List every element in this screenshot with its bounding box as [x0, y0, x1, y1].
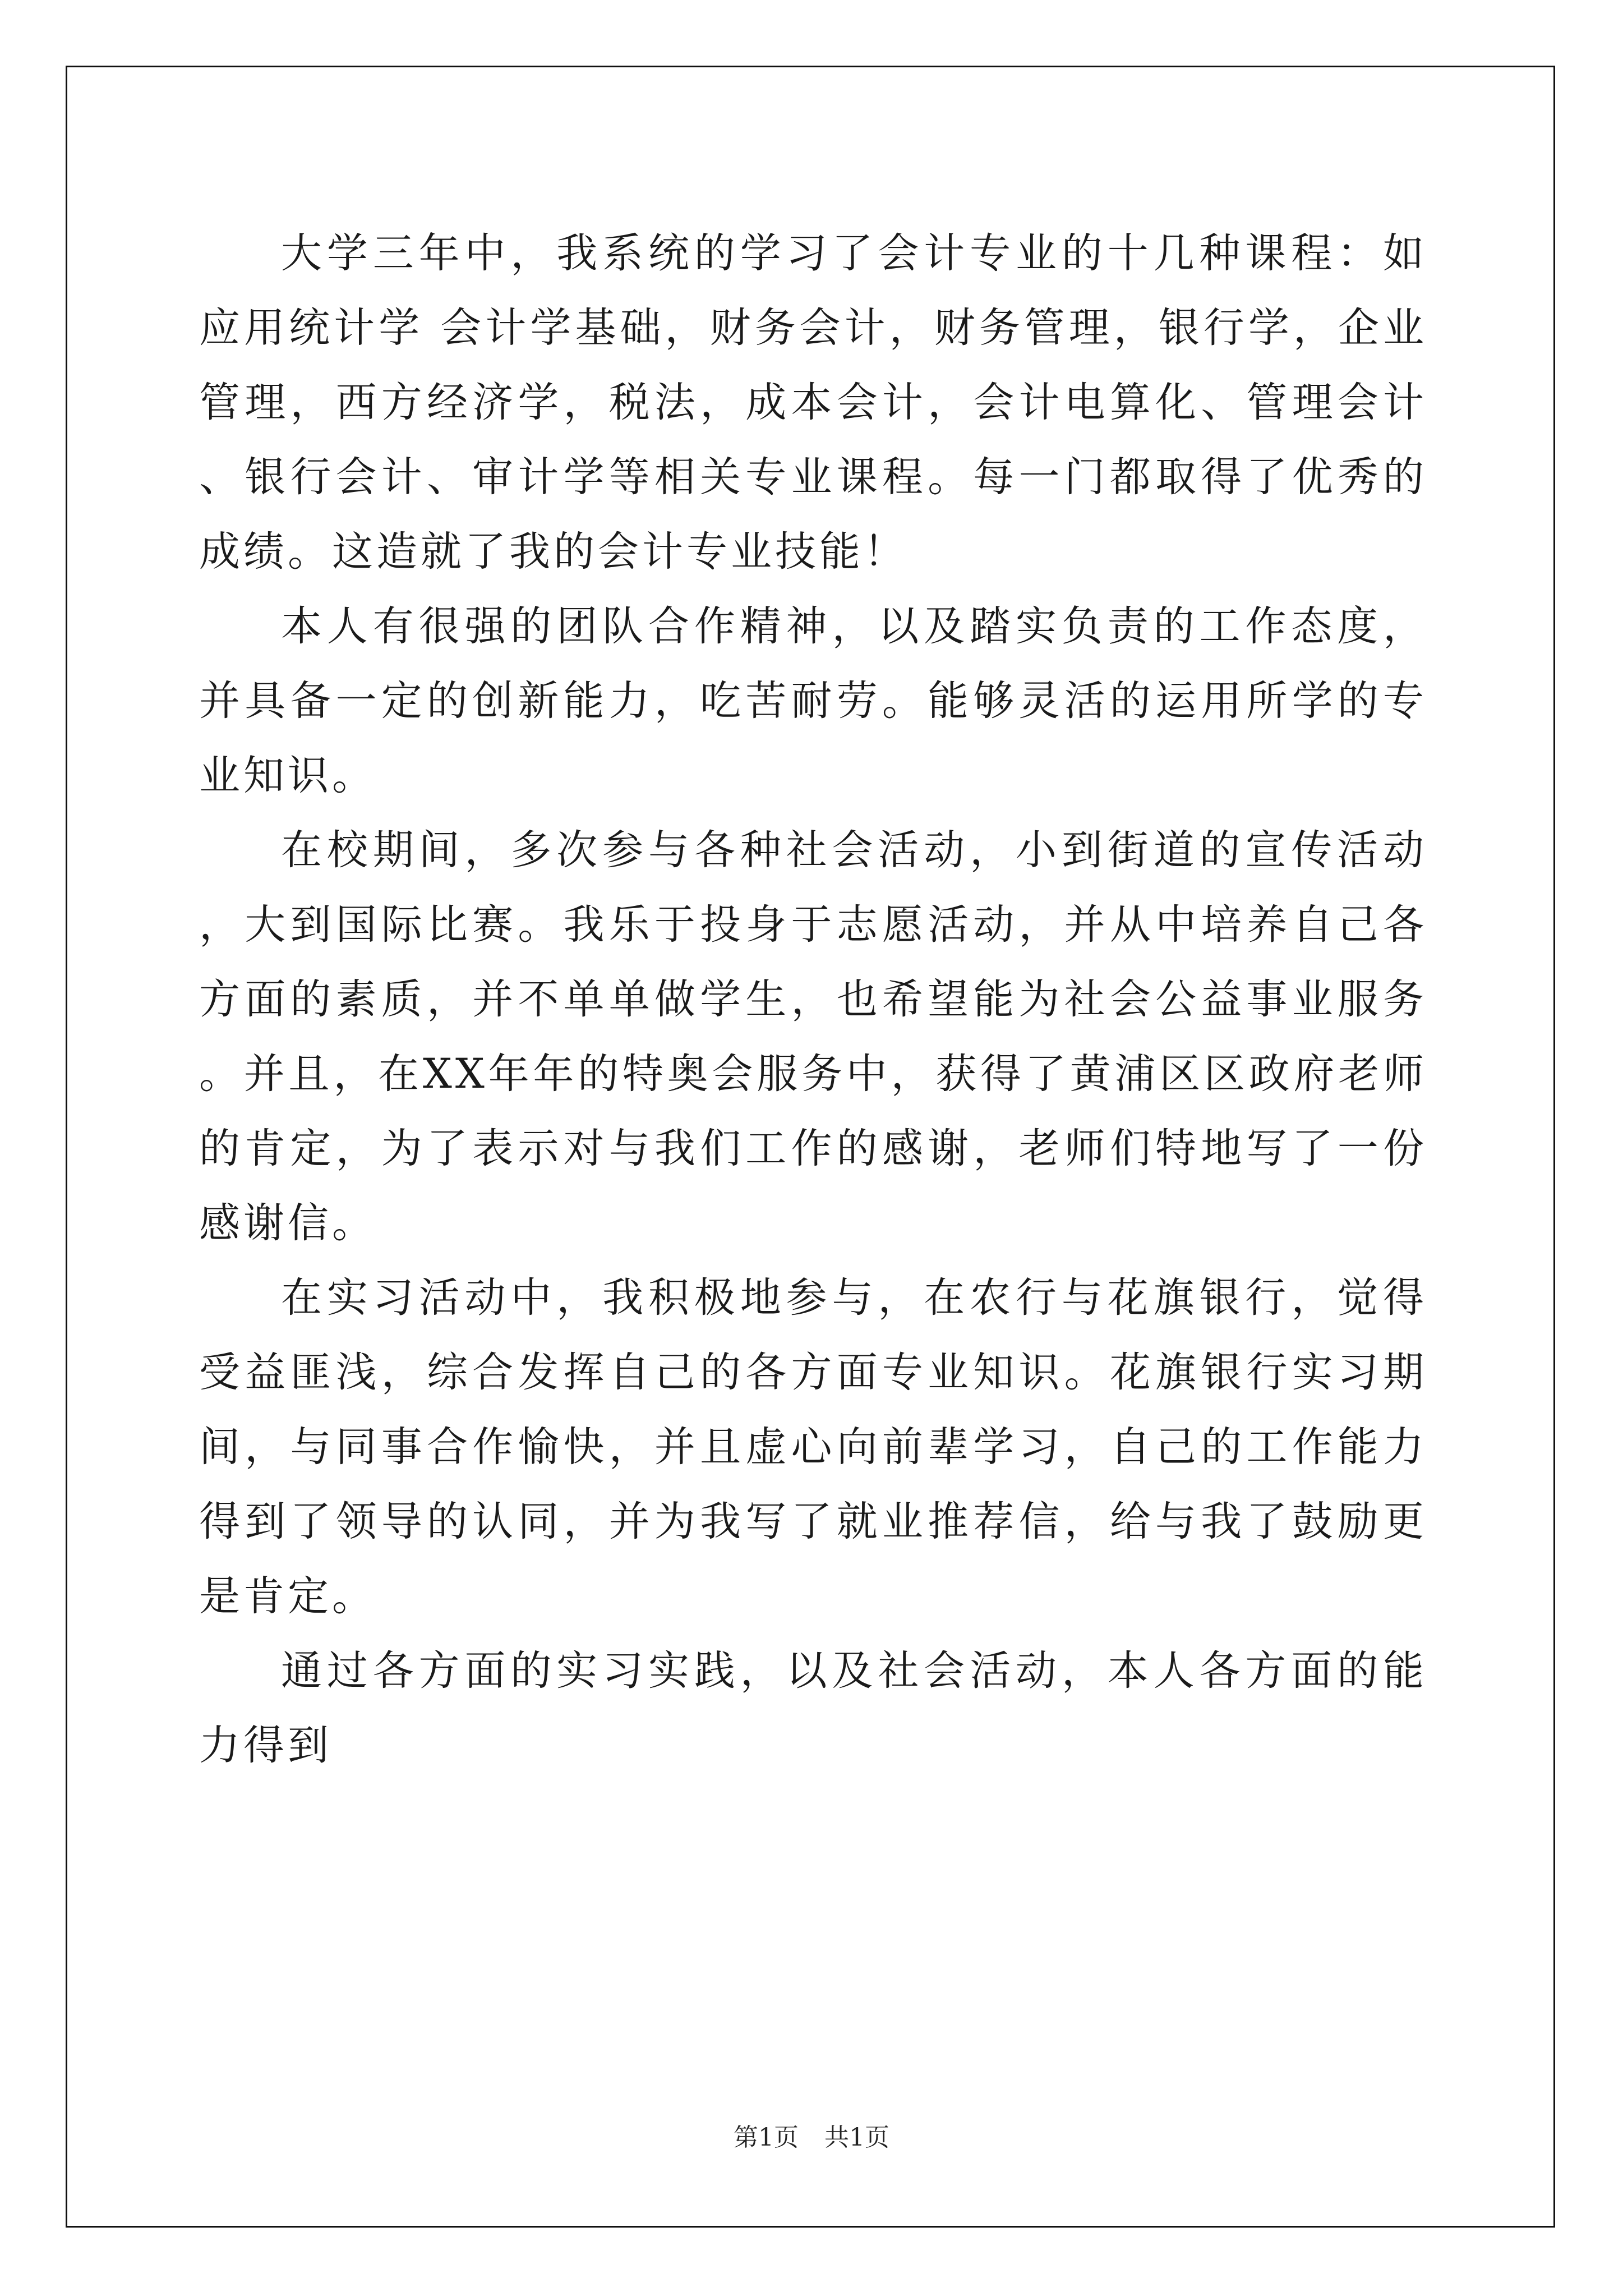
paragraph-teamwork: 本人有很强的团队合作精神，以及踏实负责的工作态度，并具备一定的创新能力，吃苦耐劳。能够灵活的运用所学的专业知识。	[199, 602, 1427, 799]
document-body	[199, 216, 1427, 1783]
paragraph-activities: 在校期间，多次参与各种社会活动，小到街道的宣传活动，大到国际比赛。我乐于投身于志愿活动，并从中培养自己各方面的素质，并不单单做学生，也希望能为社会公益事业服务。并且，在XX年年的特奥会服务中，获得了黄浦区区政府老师的肯定，为了表示对与我们工作的感谢，老师们特地写了一份感谢信。	[199, 826, 1427, 1247]
paragraph-summary: 通过各方面的实习实践，以及社会活动，本人各方面的能力得到	[199, 1647, 1427, 1769]
page-number-current: 第1页	[734, 2123, 799, 2152]
page-number-total: 共1页	[824, 2123, 889, 2152]
paragraph-internship: 在实习活动中，我积极地参与，在农行与花旗银行，觉得受益匪浅，综合发挥自己的各方面专业知识。花旗银行实习期间，与同事合作愉快，并且虚心向前辈学习，自己的工作能力得到了领导的认同，并为我写了就业推荐信，给与我了鼓励更是肯定。	[199, 1274, 1427, 1620]
paragraph-courses: 大学三年中，我系统的学习了会计专业的十几种课程：如应用统计学 会计学基础，财务会计，财务管理，银行学，企业管理，西方经济学，税法，成本会计，会计电算化、管理会计、银行会计、审计学等相关专业课程。每一门都取得了优秀的成绩。这造就了我的会计专业技能！	[199, 229, 1427, 576]
page-footer	[0, 2122, 1623, 2154]
